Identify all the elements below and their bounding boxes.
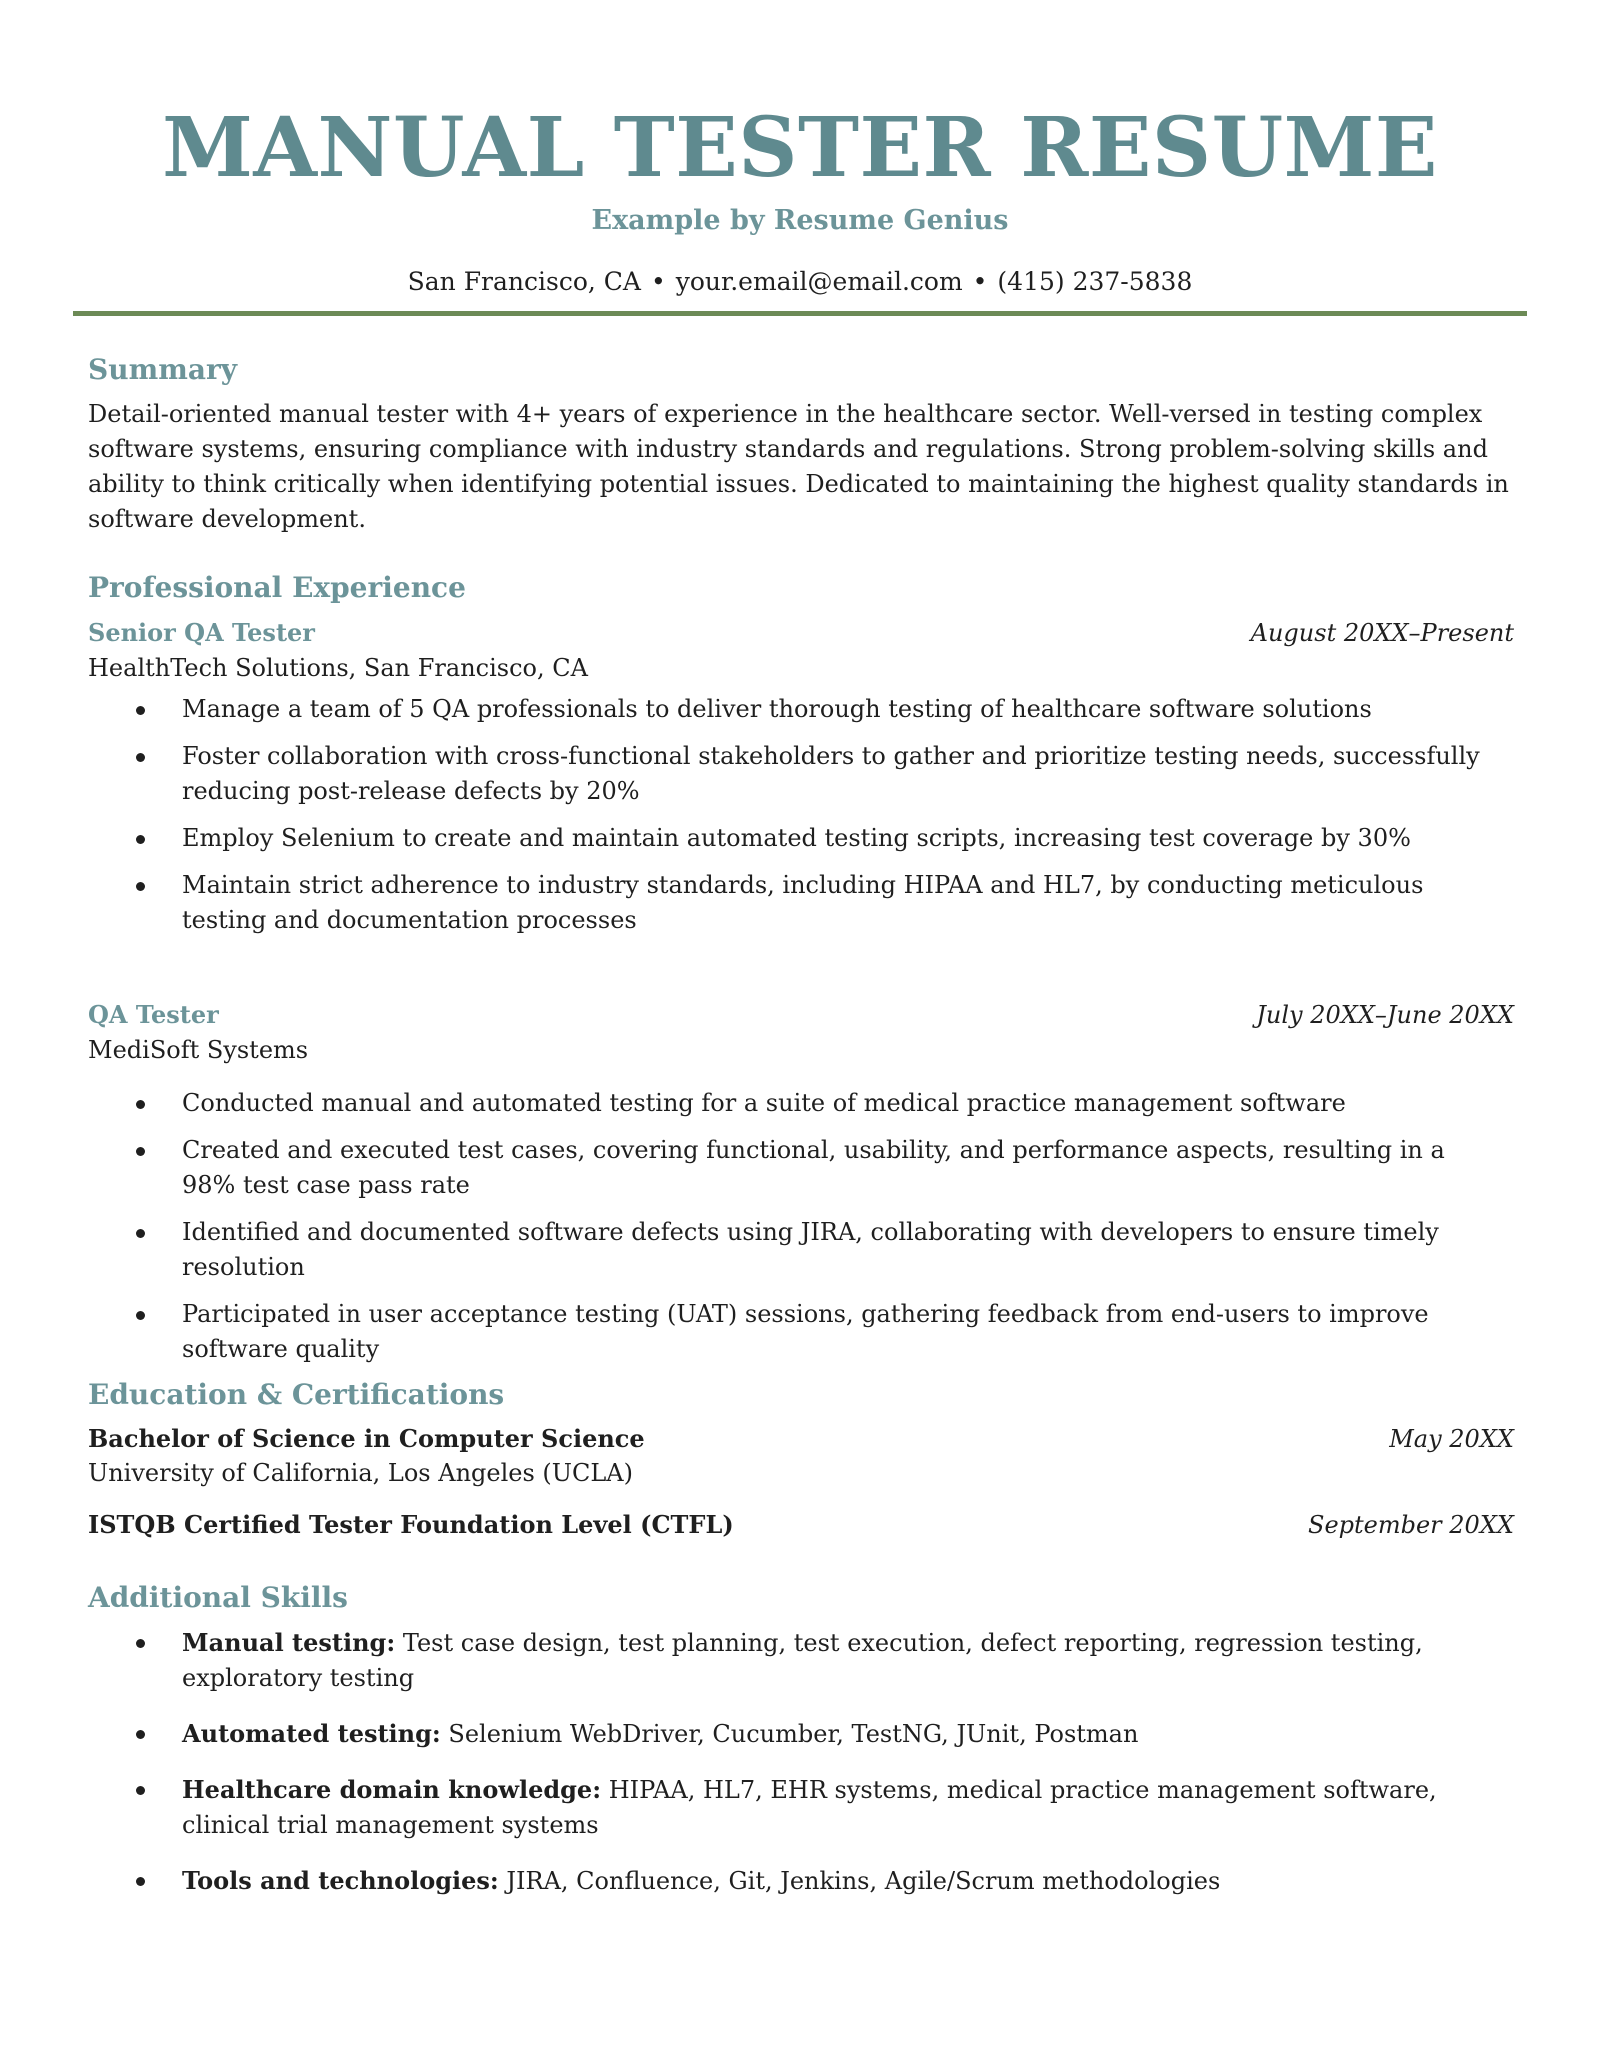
bullet-icon: [136, 1639, 145, 1648]
bullet-icon: [136, 706, 145, 715]
degree-date: May 20XX: [1389, 1425, 1514, 1453]
bullet-text: Conducted manual and automated testing for a suite of medical practice management software: [182, 1089, 1346, 1117]
skills-list: [0, 1625, 1600, 1919]
job-organization: HealthTech Solutions, San Francisco, CA: [88, 654, 588, 682]
list-item: [0, 1215, 1502, 1285]
list-item: [0, 1625, 1502, 1696]
list-item: [0, 1772, 1502, 1843]
section-heading-summary: Summary: [88, 353, 237, 386]
bullet-text: Participated in user acceptance testing (UAT) sessions, gathering feedback from end-users to improve software quality: [182, 1300, 1429, 1363]
bullet-text: Created and executed test cases, covering functional, usability, and performance aspects, resulting in a 98% test case pass rate: [182, 1136, 1445, 1199]
certification-title: ISTQB Certified Tester Foundation Level (CTFL): [88, 1510, 734, 1539]
job-organization: MediSoft Systems: [88, 1036, 309, 1064]
skill-label: Healthcare domain knowledge:: [182, 1775, 602, 1804]
skill-text: JIRA, Confluence, Git, Jenkins, Agile/Scrum methodologies: [498, 1867, 1221, 1895]
job-title: QA Tester: [88, 1000, 219, 1029]
list-item: [0, 1133, 1502, 1203]
bullet-icon: [136, 1100, 145, 1109]
list-item: [0, 1086, 1502, 1121]
skill-label: Tools and technologies:: [182, 1866, 499, 1895]
degree-title: Bachelor of Science in Computer Science: [88, 1424, 645, 1453]
bullet-icon: [136, 1311, 145, 1320]
list-item: [0, 868, 1502, 938]
bullet-text: Employ Selenium to create and maintain automated testing scripts, increasing test coverage by 30%: [182, 824, 1411, 852]
list-item: [0, 1297, 1502, 1367]
bullet-icon: [136, 882, 145, 891]
certification-date: September 20XX: [1308, 1511, 1514, 1539]
bullet-text: Maintain strict adherence to industry standards, including HIPAA and HL7, by conducting meticulous testing and documentation processes: [182, 871, 1424, 934]
bullet-icon: [136, 753, 145, 762]
contact-location: San Francisco, CA: [407, 267, 641, 296]
bullet-icon: [136, 1229, 145, 1238]
contact-email[interactable]: your.email@email.com: [675, 267, 963, 296]
summary-text: Detail-oriented manual tester with 4+ years of experience in the healthcare sector. Well-versed in testing complex software systems, ensuring compliance with industry standards and regulations. Strong problem-solving skills and ability to think critically when identifying potential issues. Dedicated to maintaining the highest quality standards in software development.: [88, 400, 1509, 533]
bullet-icon: [136, 1730, 145, 1739]
contact-line: [0, 265, 1600, 299]
resume-title: MANUAL TESTER RESUME: [162, 100, 1438, 196]
job-bullet-list: [0, 1086, 1600, 1379]
list-item: [0, 821, 1502, 856]
section-heading-education: Education & Certifications: [88, 1378, 505, 1411]
contact-separator: •: [972, 267, 988, 296]
job-title: Senior QA Tester: [88, 618, 315, 647]
job-dates: August 20XX–Present: [1250, 619, 1514, 647]
list-item: [0, 692, 1502, 727]
school-name: University of California, Los Angeles (UCLA): [88, 1459, 634, 1487]
contact-separator: •: [650, 267, 666, 296]
list-item: [0, 1863, 1502, 1899]
bullet-icon: [136, 1877, 145, 1886]
job-bullet-list: [0, 692, 1600, 950]
bullet-icon: [136, 1147, 145, 1156]
bullet-icon: [136, 1786, 145, 1795]
skill-text: Selenium WebDriver, Cucumber, TestNG, JUnit, Postman: [440, 1720, 1139, 1748]
skill-label: Automated testing:: [182, 1719, 441, 1748]
section-heading-skills: Additional Skills: [88, 1581, 348, 1614]
list-item: [0, 1716, 1502, 1752]
resume-subtitle: Example by Resume Genius: [591, 205, 1009, 236]
bullet-text: Identified and documented software defects using JIRA, collaborating with developers to ensure timely resolution: [182, 1218, 1439, 1281]
bullet-text: Foster collaboration with cross-functional stakeholders to gather and prioritize testing needs, successfully reducing post-release defects by 20%: [182, 742, 1480, 805]
skill-label: Manual testing:: [182, 1628, 396, 1657]
job-dates: July 20XX–June 20XX: [1256, 1001, 1514, 1029]
bullet-text: Manage a team of 5 QA professionals to deliver thorough testing of healthcare software solutions: [182, 695, 1372, 723]
contact-phone: (415) 237-5838: [997, 267, 1193, 296]
list-item: [0, 739, 1502, 809]
section-heading-experience: Professional Experience: [88, 571, 466, 604]
header-divider: [73, 311, 1527, 316]
skill-text: HIPAA, HL7, EHR systems, medical practice management software, clinical trial management systems: [182, 1776, 1437, 1839]
bullet-icon: [136, 835, 145, 844]
skill-text: Test case design, test planning, test execution, defect reporting, regression testing, exploratory testing: [182, 1629, 1423, 1692]
